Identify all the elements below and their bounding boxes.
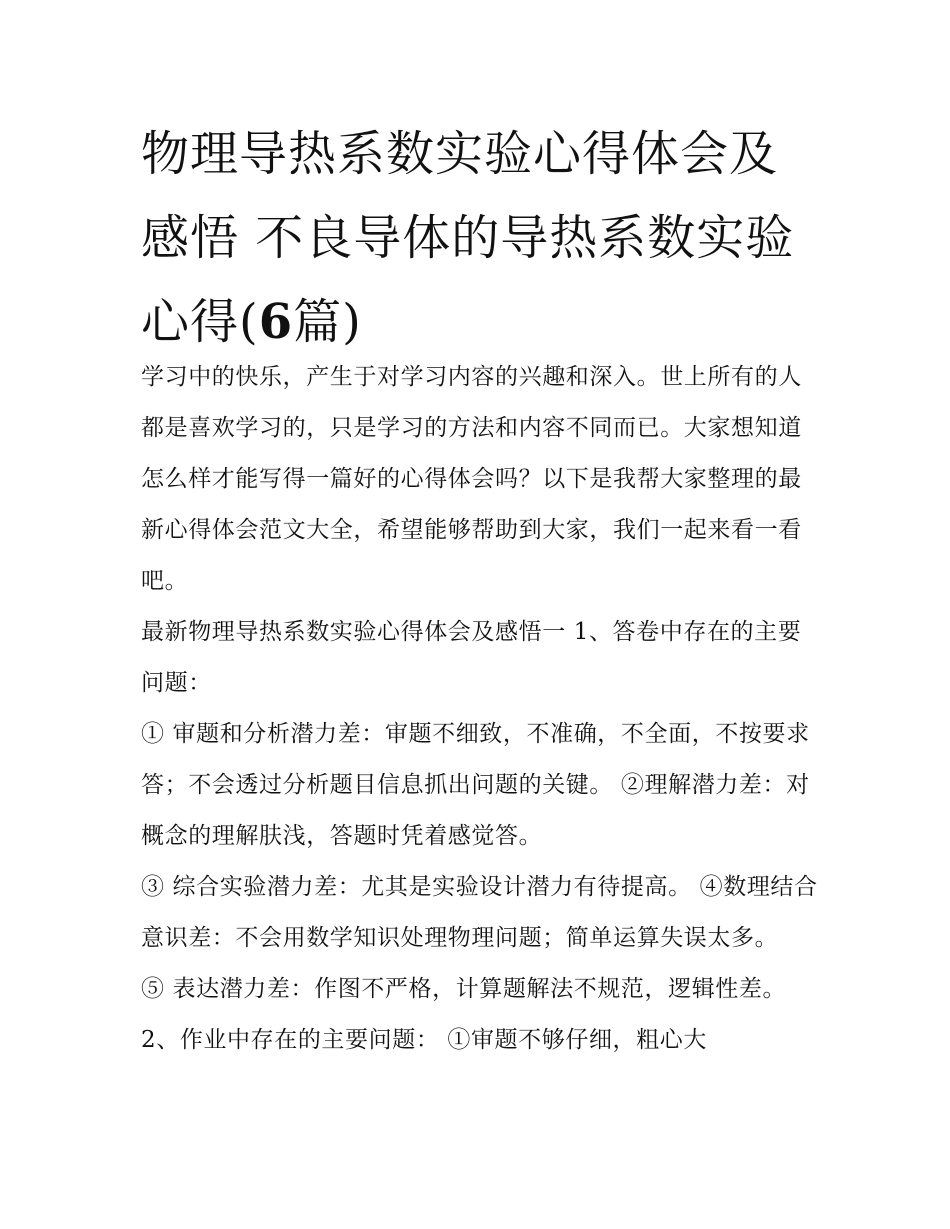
problem-paragraph-2: ③ 综合实验潜力差：尤其是实验设计潜力有待提高。 ④数理结合意识差：不会用数学知识处理物理问题；简单运算失误太多。 — [141, 874, 818, 951]
problem-paragraph-1: ① 审题和分析潜力差：审题不细致，不准确，不全面，不按要求答；不会透过分析题目信息抓出问题的关键。 ②理解潜力差：对概念的理解肤浅，答题时凭着感觉答。 — [141, 721, 810, 849]
intro-paragraph: 学习中的快乐，产生于对学习内容的兴趣和深入。世上所有的人都是喜欢学习的，只是学习的方法和内容不同而已。大家想知道怎么样才能写得一篇好的心得体会吗？以下是我帮大家整理的最新心得体会范文大全，希望能够帮助到大家，我们一起来看一看吧。 — [141, 364, 802, 594]
document-title — [141, 112, 821, 364]
problem-paragraph-3: ⑤ 表达潜力差：作图不严格，计算题解法不规范，逻辑性差。 2、作业中存在的主要问题： ①审题不够仔细，粗心大 — [141, 976, 787, 1053]
title-text-part: 物理导热系数实验心得体会及感悟 不良导体的导热系数实验心得( — [141, 126, 795, 350]
section-heading-paragraph: 最新物理导热系数实验心得体会及感悟一 1、答卷中存在的主要问题： — [141, 619, 802, 696]
title-text-part-end: 篇) — [293, 294, 362, 350]
title-count-number: 6 — [258, 294, 294, 350]
document-body — [141, 352, 821, 1066]
